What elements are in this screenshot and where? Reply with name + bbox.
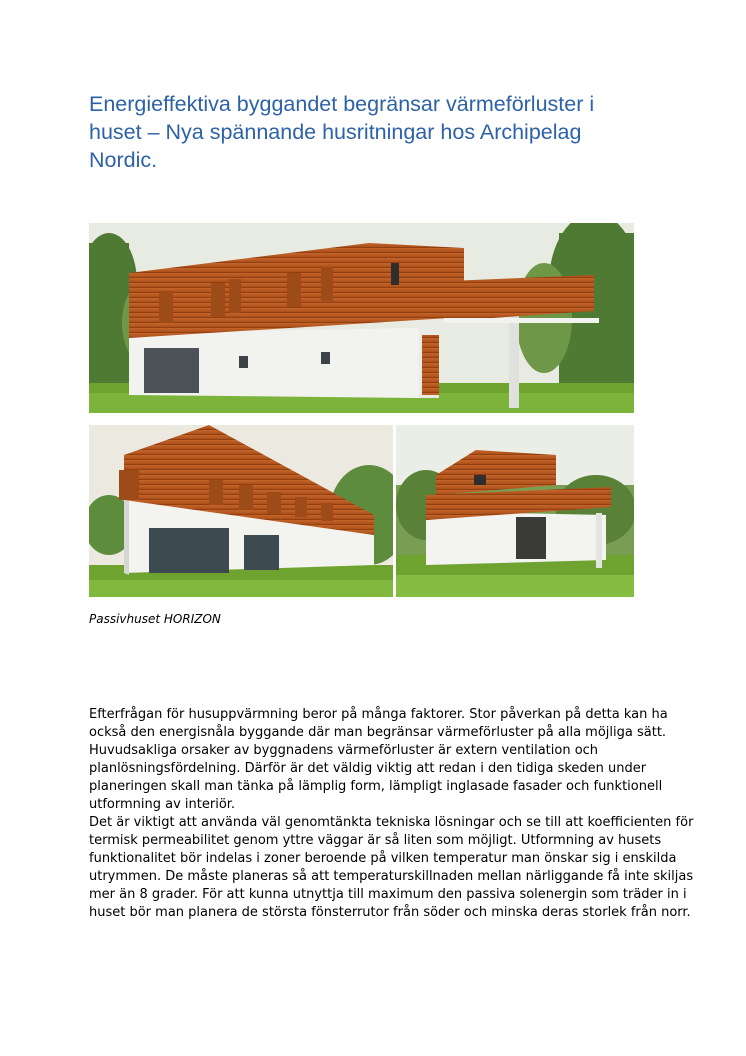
body-line: mer än 8 grader. För att kunna utnyttja till maximum den passiva solenergin som träder in i: [89, 887, 687, 902]
house-render-front-image: [89, 223, 634, 413]
house-render-side-icon: [89, 425, 393, 597]
title-line: huset – Nya spännande husritningar hos Archipelag: [89, 120, 582, 144]
house-render-rear-image: [396, 425, 634, 597]
body-text: [89, 706, 694, 922]
body-line: utrymmen. De måste planeras så att temperaturskillnaden mellan närliggande få inte skiljas: [89, 869, 694, 884]
page-title: [89, 90, 649, 174]
body-line: utformning av interiör.: [89, 797, 236, 812]
house-render-rear-icon: [396, 425, 634, 597]
house-render-side-image: [89, 425, 393, 597]
body-line: funktionalitet bör indelas i zoner beroende på vilken temperatur man önskar sig i enskilda: [89, 851, 677, 866]
title-line: Nordic.: [89, 148, 158, 172]
body-line: också den energisnåla byggande där man begränsar värmeförluster på alla möjliga sätt.: [89, 725, 667, 740]
body-line: termisk permeabilitet genom yttre väggar är så liten som möjligt. Utformning av husets: [89, 833, 662, 848]
body-line: Det är viktigt att använda väl genomtänkta tekniska lösningar och se till att koefficienten för: [89, 815, 694, 830]
house-render-front-icon: [89, 223, 634, 413]
body-line: huset bör man planera de största fönsterrutor från söder och minska deras storlek från norr.: [89, 905, 691, 920]
body-line: Efterfrågan för husuppvärmning beror på många faktorer. Stor påverkan på detta kan ha: [89, 707, 668, 722]
figure-caption: Passivhuset HORIZON: [89, 612, 221, 626]
body-line: Huvudsakliga orsaker av byggnadens värmeförluster är extern ventilation och: [89, 743, 599, 758]
body-line: planeringen skall man tänka på lämplig form, lämpligt inglasade fasader och funktionell: [89, 779, 663, 794]
body-line: planlösningsfördelning. Därför är det väldig viktig att redan i den tidiga skeden under: [89, 761, 647, 776]
title-line: Energieffektiva byggandet begränsar värmeförluster i: [89, 92, 595, 116]
